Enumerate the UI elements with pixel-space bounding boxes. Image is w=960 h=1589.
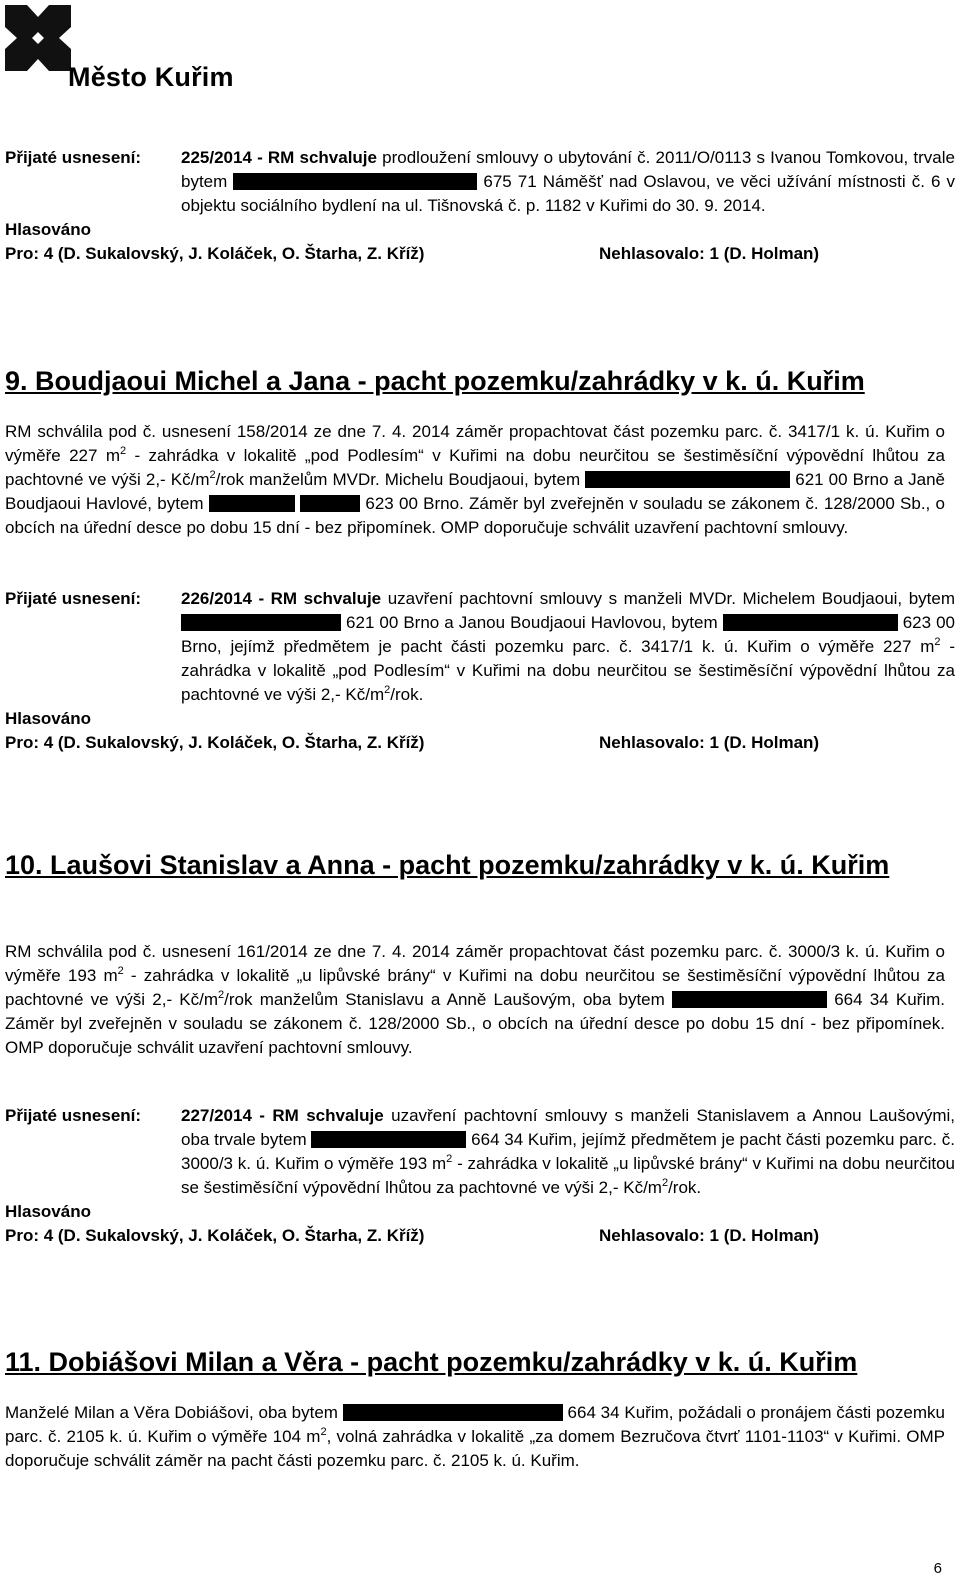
resolution-226: Přijaté usnesení: 226/2014 - RM schvaluje uzavření pachtovní smlouvy s manželi MVDr. Michelem Boudjaoui, bytem 621 00 Brno a Janou Boudjaoui Havlovou, bytem 623 00 Brno, jejímž předmětem je pacht části pozemku parc. č. 3417/1 k. ú. Kuřim o výměře 227 $m^2$ - zahrádka v lokalitě „pod Podlesím“ v Kuřimi na dobu neurčitou se šestiměsíční výpovědní lhůtou za pachtovné ve výši 2,- $Kč/m^2$/rok. Hlasováno Pro: 4 (D. Sukalovský, J. Koláček, O. Štarha, Z. Kříž) Nehlasovalo: 1 (D. Holman) (5, 587, 955, 755)
redacted-address (209, 495, 295, 512)
section-9-paragraph: RM schválila pod č. usnesení 158/2014 ze dne 7. 4. 2014 záměr propachtovat část pozemku parc. č. 3417/1 k. ú. Kuřim o výměře 227 $m^2$ - zahrádka v lokalitě „pod Podlesím“ v Kuřimi na dobu neurčitou se šestiměsíční výpovědní lhůtou za pachtovné ve výši 2,- $Kč/m^2$/rok manželům MVDr. Michelu Boudjaoui, bytem 621 00 Brno a Janě Boudjaoui Havlové, bytem 623 00 Brno. Záměr byl zveřejněn v souladu se zákonem č. 128/2000 Sb., o obcích na úřední desce po dobu 15 dní - bez připomínek. OMP doporučuje schválit uzavření pachtovní smlouvy. (5, 422, 945, 537)
redacted-address (311, 1131, 466, 1148)
vote-abstain: Nehlasovalo: 1 (D. Holman) (599, 733, 820, 752)
vote-abstain: Nehlasovalo: 1 (D. Holman) (599, 244, 820, 263)
logo-text: Město Kuřim (68, 62, 234, 92)
vote-for: Pro: 4 (D. Sukalovský, J. Koláček, O. Štarha, Z. Kříž) (5, 244, 425, 263)
redacted-address (585, 471, 790, 488)
vote-for: Pro: 4 (D. Sukalovský, J. Koláček, O. Štarha, Z. Kříž) (5, 733, 425, 752)
vote-abstain: Nehlasovalo: 1 (D. Holman) (599, 1226, 820, 1245)
resolution-227: Přijaté usnesení: 227/2014 - RM schvaluje uzavření pachtovní smlouvy s manželi Stanislavem a Annou Laušovými, oba trvale bytem 664 34 Kuřim, jejímž předmětem je pacht části pozemku parc. č. 3000/3 k. ú. Kuřim o výměře 193 $m^2$ - zahrádka v lokalitě „u lipůvské brány“ v Kuřimi na dobu neurčitou se šestiměsíční výpovědní lhůtou za pachtovné ve výši 2,- $Kč/m^2$/rok. Hlasováno Pro: 4 (D. Sukalovský, J. Koláček, O. Štarha, Z. Kříž) Nehlasovalo: 1 (D. Holman) (5, 1104, 955, 1248)
redacted-address (181, 614, 341, 631)
redacted-address (723, 614, 898, 631)
resolution-text: 675 71 Náměšť nad Oslavou, ve věci užívání místnosti č. 6 v objektu sociálního bydlení na ul. Tišnovská č. p. 1182 v Kuřimi do 30. 9. 2014. (181, 172, 955, 215)
vote-heading: Hlasováno (5, 709, 91, 728)
resolution-lead: 226/2014 - RM schvaluje (181, 589, 382, 608)
resolution-lead: 225/2014 - RM schvaluje (181, 148, 377, 167)
vote-heading: Hlasováno (5, 220, 91, 239)
section-10-paragraph: RM schválila pod č. usnesení 161/2014 ze dne 7. 4. 2014 záměr propachtovat část pozemku parc. č. 3000/3 k. ú. Kuřim o výměře 193 $m^2$ - zahrádka v lokalitě „u lipůvské brány“ v Kuřimi na dobu neurčitou se šestiměsíční výpovědní lhůtou za pachtovné ve výši 2,- $Kč/m^2$/rok manželům Stanislavu a Anně Laušovým, oba bytem 664 34 Kuřim. Záměr byl zveřejněn v souladu se zákonem č. 128/2000 Sb., o obcích na úřední desce po dobu 15 dní - bez připomínek. OMP doporučuje schválit uzavření pachtovní smlouvy. (5, 942, 945, 1057)
page-number: 6 (933, 1560, 942, 1577)
vote-heading: Hlasováno (5, 1202, 91, 1221)
resolution-lead: 227/2014 - RM schvaluje (181, 1106, 384, 1125)
section-heading-9: 9. Boudjaoui Michel a Jana - pacht pozemku/zahrádky v k. ú. Kuřim (5, 366, 865, 396)
section-heading-11: 11. Dobiášovi Milan a Věra - pacht pozemku/zahrádky v k. ú. Kuřim (5, 1347, 858, 1377)
redacted-address (672, 991, 827, 1008)
redacted-address (233, 173, 477, 190)
section-11-paragraph: Manželé Milan a Věra Dobiášovi, oba bytem 664 34 Kuřim, požádali o pronájem části pozemku parc. č. 2105 k. ú. Kuřim o výměře 104 $m^2$, volná zahrádka v lokalitě „za domem Bezručova čtvrť 1101-1103“ v Kuřimi. OMP doporučuje schválit záměr na pacht části pozemku parc. č. 2105 k. ú. Kuřim. (5, 1403, 945, 1470)
resolution-label: Přijaté usnesení: (5, 1106, 142, 1125)
vote-for: Pro: 4 (D. Sukalovský, J. Koláček, O. Štarha, Z. Kříž) (5, 1226, 425, 1245)
redacted-address (300, 495, 360, 512)
resolution-label: Přijaté usnesení: (5, 148, 142, 167)
resolution-text: prodloužení smlouvy o ubytování č. 2011/O/0113 s Ivanou Tomkovou, trvale bytem (181, 148, 955, 191)
logo-mark-icon (5, 5, 71, 71)
resolution-225 (5, 146, 955, 266)
redacted-address (343, 1404, 563, 1421)
resolution-label: Přijaté usnesení: (5, 589, 142, 608)
section-heading-10: 10. Laušovi Stanislav a Anna - pacht pozemku/zahrádky v k. ú. Kuřim (5, 850, 890, 880)
